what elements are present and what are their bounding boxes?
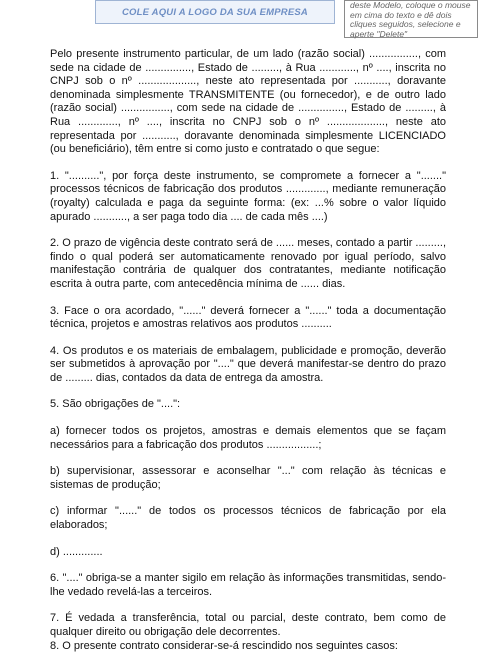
clause-3: 3. Face o ora acordado, "......" deverá fornecer a "......" toda a documentação técnica, projetos e amostras relativos aos produtos .......... <box>50 304 446 331</box>
clause-5-item-c: c) informar "......" de todos os processos técnicos de fabricação por ela elaborados; <box>50 505 446 532</box>
clause-8: 8. O presente contrato considerar-se-á rescindido nos seguintes casos: <box>50 639 398 652</box>
clause-6: 6. "...." obriga-se a manter sigilo em relação às informações transmitidas, sendo-lhe vedado revelá-las a terceiros. <box>50 572 446 598</box>
clause-5: 5. São obrigações de "....": <box>50 398 181 411</box>
clause-5-item-d: d) ............. <box>50 545 103 558</box>
clause-1: 1. "..........", por força deste instrumento, se compromete a fornecer a "......." processos técnicos de fabricação dos produtos ............., mediante remuneração (royalty) calculada e paga da seguinte forma: (ex: ...% sobre o valor líquido apurado ..........., a ser paga todo dia .... de cada mês ....) <box>50 169 446 223</box>
logo-placeholder-text: COLE AQUI A LOGO DA SUA EMPRESA <box>121 6 308 18</box>
instruction-note: deste Modelo, coloque o mouse em cima do texto e dê dois cliques seguidos, selecione e aperte "Delete" <box>344 0 478 38</box>
clause-7: 7. É vedada a transferência, total ou parcial, deste contrato, bem como de qualquer direito ou obrigação dele decorrentes. <box>50 612 446 638</box>
clause-4: 4. Os produtos e os materiais de embalagem, publicidade e promoção, deverão ser submetidos à aprovação por "...." que deverá manifestar-se dentro do prazo de ......... dias, contados da data de entrega da amostra. <box>50 344 446 384</box>
clause-2: 2. O prazo de vigência deste contrato será de ...... meses, contado a partir ........., findo o qual poderá ser automaticamente renovado por igual período, salvo manifestação contrária de qualquer dos contratantes, mediante notificação escrita à outra parte, com antecedência mínima de ...... dias. <box>50 237 446 290</box>
contract-intro: Pelo presente instrumento particular, de um lado (razão social) ................, com sede na cidade de ..............., Estado de ........., à Rua ............, nº ...., inscrita no CNPJ sob o nº ..................., neste ato representada por ..........., doravante denominada simplesmente TRANSMITENTE (ou fornecedor), e de outro lado (razão social) ................, com sede na cidade de ..............., Estado de ........., à Rua ............., nº ...., inscrita no CNPJ sob o nº ..................., neste ato representada por ..........., doravante denominada simplesmente LICENCIADO (ou beneficiário), têm entre si como justo e contratado o que segue: <box>50 48 446 156</box>
logo-placeholder <box>95 0 335 24</box>
clause-5-item-a: a) fornecer todos os projetos, amostras e demais elementos que se façam necessários para a fabricação dos produtos .................; <box>50 425 446 451</box>
contract-document <box>50 48 446 653</box>
clause-5-item-b: b) supervisionar, assessorar e aconselhar "..." com relação às técnicas e sistemas de produção; <box>50 465 446 491</box>
